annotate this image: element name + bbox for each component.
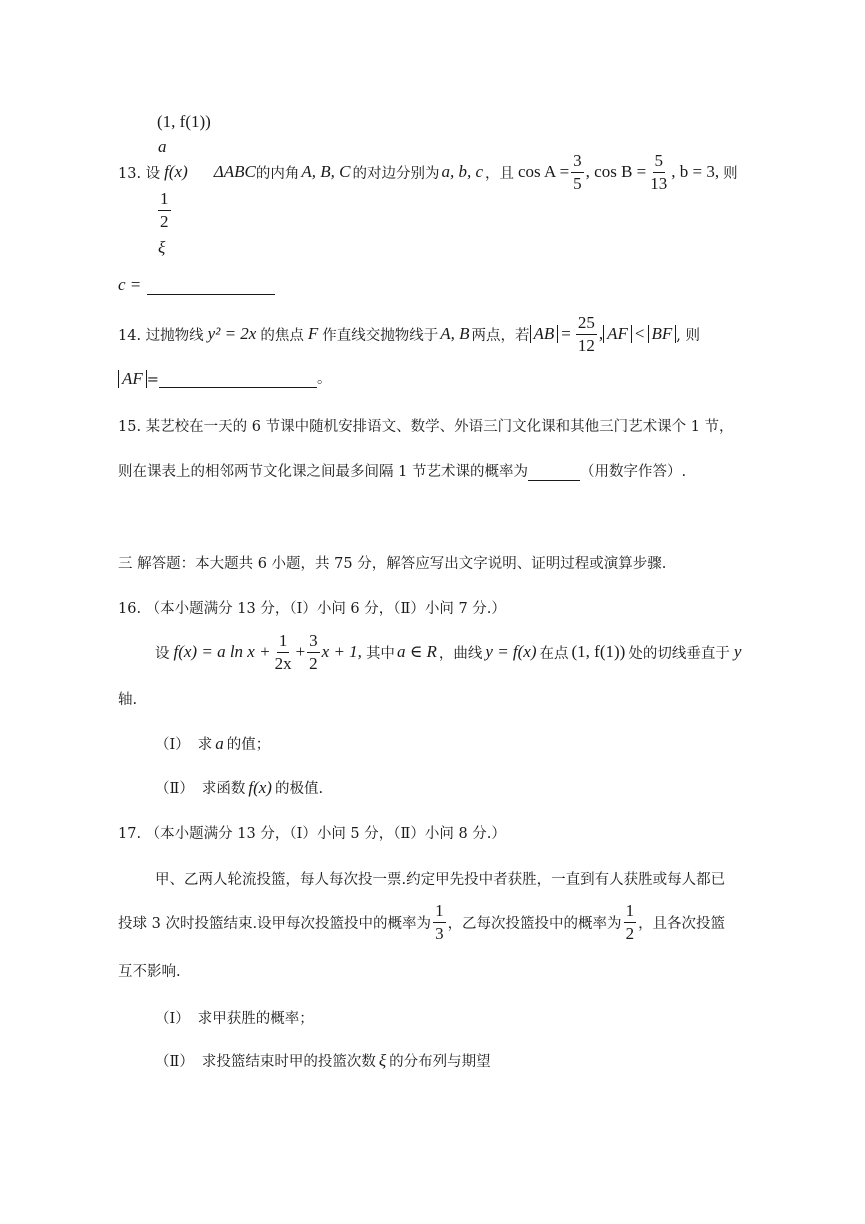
- q16-tail: x + 1,: [321, 642, 362, 661]
- q16-y: y: [733, 642, 742, 661]
- q17-fracB: [624, 900, 637, 945]
- q13-fx: f(x): [164, 162, 188, 181]
- q13-answer-blank[interactable]: [147, 278, 275, 295]
- q15-line2-a: 则在课表上的相邻两节文化课之间最多间隔 1 节艺术课的概率为: [118, 464, 528, 480]
- q16-part2-text: 求函数: [201, 781, 246, 797]
- q17-fracA: [433, 900, 446, 945]
- q14-AB: A, B: [440, 324, 470, 343]
- q16-y-eq: y = f(x): [485, 642, 537, 661]
- q16-part2-label: （Ⅱ）: [155, 781, 194, 797]
- q14-text3: 作直线交抛物线于: [322, 327, 439, 344]
- q16-frac1-num: 1: [277, 630, 290, 653]
- q17-fracB-num: 1: [624, 900, 637, 923]
- q17-fracA-den: 3: [435, 923, 444, 943]
- q15-line2: [118, 460, 686, 481]
- q13-fracA-den: 5: [573, 173, 582, 193]
- q13-fracB-den: 13: [650, 173, 668, 193]
- q13-text3: ，且: [485, 165, 515, 182]
- stray-half-num: 1: [158, 188, 171, 211]
- q16-part1-end: 的值；: [226, 737, 271, 753]
- q14-eq: =: [561, 324, 571, 343]
- q16-f-def: f(x) = a ln x +: [173, 642, 271, 661]
- q13-answer-label: c =: [118, 275, 142, 294]
- q13-text1: 的内角: [255, 165, 300, 182]
- question-13: [118, 152, 738, 192]
- stray-a: a: [158, 137, 167, 156]
- q14-then: , 则: [676, 327, 701, 344]
- q13-cosA: cos A =: [518, 162, 570, 181]
- q13-fracB: [648, 150, 669, 195]
- q17-part2-end: 的分布列与期望: [389, 1054, 491, 1070]
- q16-part1-var: a: [215, 734, 224, 753]
- q14-answer-eq: =: [146, 372, 159, 388]
- q17-header: 17. （本小题满分 13 分，（Ⅰ）小问 5 分，（Ⅱ）小问 8 分.）: [118, 826, 506, 842]
- q16-where: 其中: [365, 645, 395, 662]
- q16-curve: ，曲线: [438, 645, 483, 662]
- q17-para-line2-b: ，乙每次投篮投中的概率为: [447, 915, 622, 932]
- q14-parabola: y² = 2x: [207, 324, 257, 343]
- stray-half-den: 2: [160, 212, 169, 231]
- q14-frac-den: 12: [577, 335, 595, 355]
- q13-angles: A, B, C: [301, 162, 351, 181]
- q17-part2-label: （Ⅱ）: [155, 1054, 194, 1070]
- q13-fracA-num: 3: [571, 150, 584, 173]
- q16-set: 设: [155, 645, 170, 662]
- q16-frac1-den: 2x: [274, 653, 292, 673]
- q17-fracA-num: 1: [433, 900, 446, 923]
- question-14: 14. 过抛物线 y² = 2x 的焦点 F 作直线交抛物线于 A, B 两点，若 AB = $\frac{25}{12}$ , AF < BF , 则: [118, 312, 701, 355]
- q17-part1-text: 求甲获胜的概率；: [197, 1011, 314, 1027]
- q17-fracB-den: 2: [625, 923, 635, 943]
- q13-sides: a, b, c: [441, 162, 484, 181]
- q16-frac1: [273, 630, 294, 675]
- q16-part1-label: （Ⅰ）: [155, 737, 190, 753]
- q17-part1-label: （Ⅰ）: [155, 1011, 190, 1027]
- q13-b-eq: , b = 3,: [671, 162, 720, 181]
- q17-para-line3: 互不影响.: [118, 964, 181, 980]
- q14-text1: 14. 过抛物线: [118, 327, 204, 344]
- q17-part1: [155, 1007, 314, 1028]
- q16-frac2-den: 2: [309, 653, 318, 673]
- q15-line2-b: （用数字作答）.: [579, 464, 687, 480]
- q13-cosB: , cos B =: [585, 162, 647, 181]
- q16-aR: a ∈ R: [396, 642, 437, 661]
- q16-part1-text: 求: [197, 737, 213, 753]
- q16-part1: [155, 733, 270, 754]
- q16-frac2-num: 3: [307, 630, 320, 653]
- q14-text4: 两点，若: [471, 327, 530, 344]
- q16-point: (1, f(1)): [571, 642, 626, 661]
- q17-para-line1: 甲、乙两人轮流投篮，每人每次投一票.约定甲先投中者获胜，一直到有人获胜或每人都已: [155, 872, 726, 888]
- q14-answer-line: [118, 367, 331, 388]
- q14-abs-AB: AB: [530, 325, 559, 343]
- q14-answer-abs: AF: [118, 370, 147, 388]
- q13-text2: 的对边分别为: [352, 165, 440, 182]
- q13-fracB-num: 5: [653, 150, 666, 173]
- q17-para-line2-a: 投球 3 次时投篮结束.设甲每次投篮投中的概率为: [118, 915, 432, 932]
- q13-then: 则: [723, 165, 738, 182]
- stray-point: (1, f(1)): [157, 112, 211, 131]
- q14-abs-BF: BF: [648, 325, 677, 343]
- q14-end: 。: [316, 371, 332, 387]
- q16-part2-var: f(x): [248, 778, 272, 797]
- stray-xi: ξ: [158, 238, 166, 257]
- q16-plus: +: [295, 642, 306, 661]
- q14-text2: 的焦点: [260, 327, 304, 344]
- q16-part2: [155, 777, 323, 798]
- q14-frac-num: 25: [576, 312, 597, 335]
- q16-header: 16. （本小题满分 13 分，（Ⅰ）小问 6 分，（Ⅱ）小问 7 分.）: [118, 601, 506, 617]
- q17-part2-text: 求投篮结束时甲的投篮次数: [201, 1054, 376, 1070]
- q16-tangent: 处的切线垂直于: [628, 645, 730, 662]
- q16-statement: [155, 630, 741, 674]
- q13-answer-line: [118, 275, 275, 295]
- q15-answer-blank[interactable]: [528, 464, 580, 481]
- q14-answer-blank[interactable]: [159, 371, 317, 388]
- q13-fracA: [571, 150, 584, 195]
- q16-at-point: 在点: [539, 645, 569, 662]
- q16-part2-end: 的极值.: [274, 781, 324, 797]
- q14-frac: [576, 312, 597, 357]
- q17-para-line2-c: ，且各次投篮: [638, 915, 726, 932]
- q14-abs-AF: AF: [603, 325, 632, 343]
- q13-triangle: ΔABC: [213, 162, 256, 181]
- q13-number: 13. 设: [118, 165, 161, 182]
- q16-frac2: [307, 630, 320, 675]
- q17-part2: [155, 1050, 491, 1071]
- stray-half-fraction: [156, 188, 173, 233]
- q15-line1: 15. 某艺校在一天的 6 节课中随机安排语文、数学、外语三门文化课和其他三门艺术课个 1 节，: [118, 419, 734, 435]
- q17-para-line2: [118, 900, 725, 944]
- q14-lt: <: [634, 324, 645, 343]
- q17-part2-var: ξ: [378, 1051, 387, 1070]
- section-3-heading: 三 解答题：本大题共 6 小题，共 75 分，解答应写出文字说明、证明过程或演算步骤.: [118, 556, 667, 572]
- q14-F: F: [307, 324, 319, 343]
- q16-axis: 轴.: [118, 692, 138, 708]
